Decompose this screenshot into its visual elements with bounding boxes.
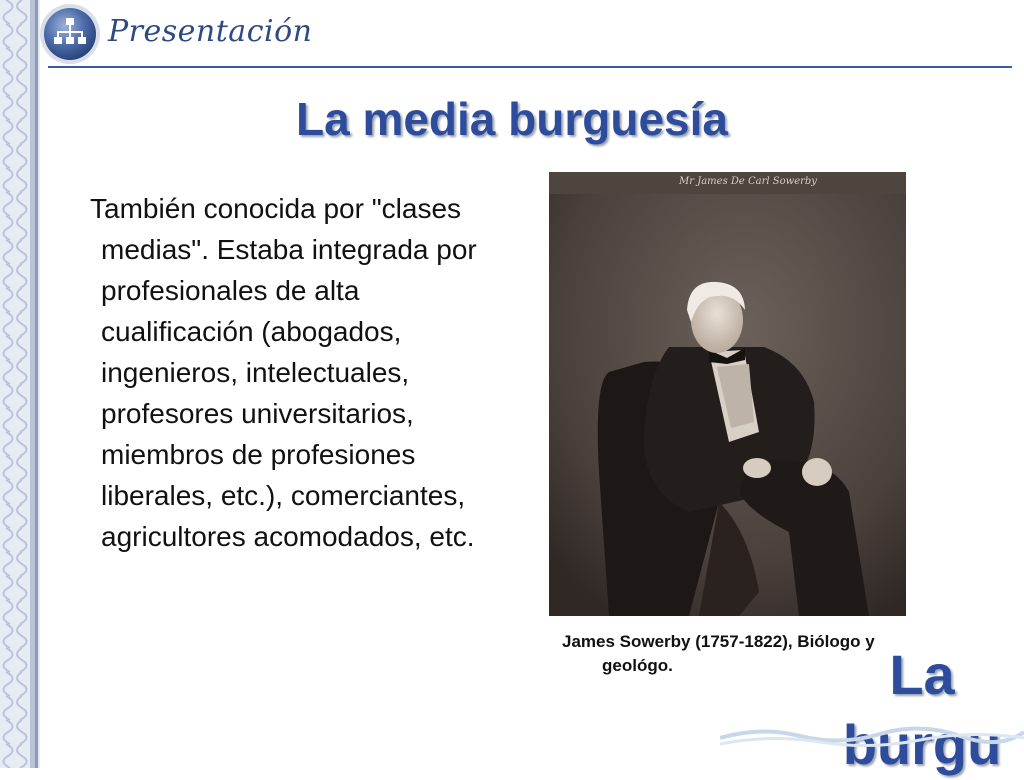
photo-inscription: Mr James De Carl Sowerby (679, 176, 817, 187)
logo-icon (38, 2, 102, 66)
body-text: También conocida por "clases medias". Estaba integrada por profesionales de alta cualificación (abogados, ingenieros, intelectuales, profesores universitarios, miembros de profesiones liberales, etc.), comerciantes, agricultores acomodados, etc. (90, 193, 477, 552)
app-title: Presentación (108, 14, 313, 49)
overflow-heading: La burgu (842, 643, 1002, 776)
decorative-wave (720, 722, 1024, 768)
header-divider (48, 66, 1012, 68)
portrait-photo (549, 172, 906, 616)
slide-title: La media burguesía (295, 93, 728, 145)
caption-text: James Sowerby (1757-1822), Biólogo y geológo. (562, 632, 875, 675)
body-paragraph (90, 188, 510, 557)
